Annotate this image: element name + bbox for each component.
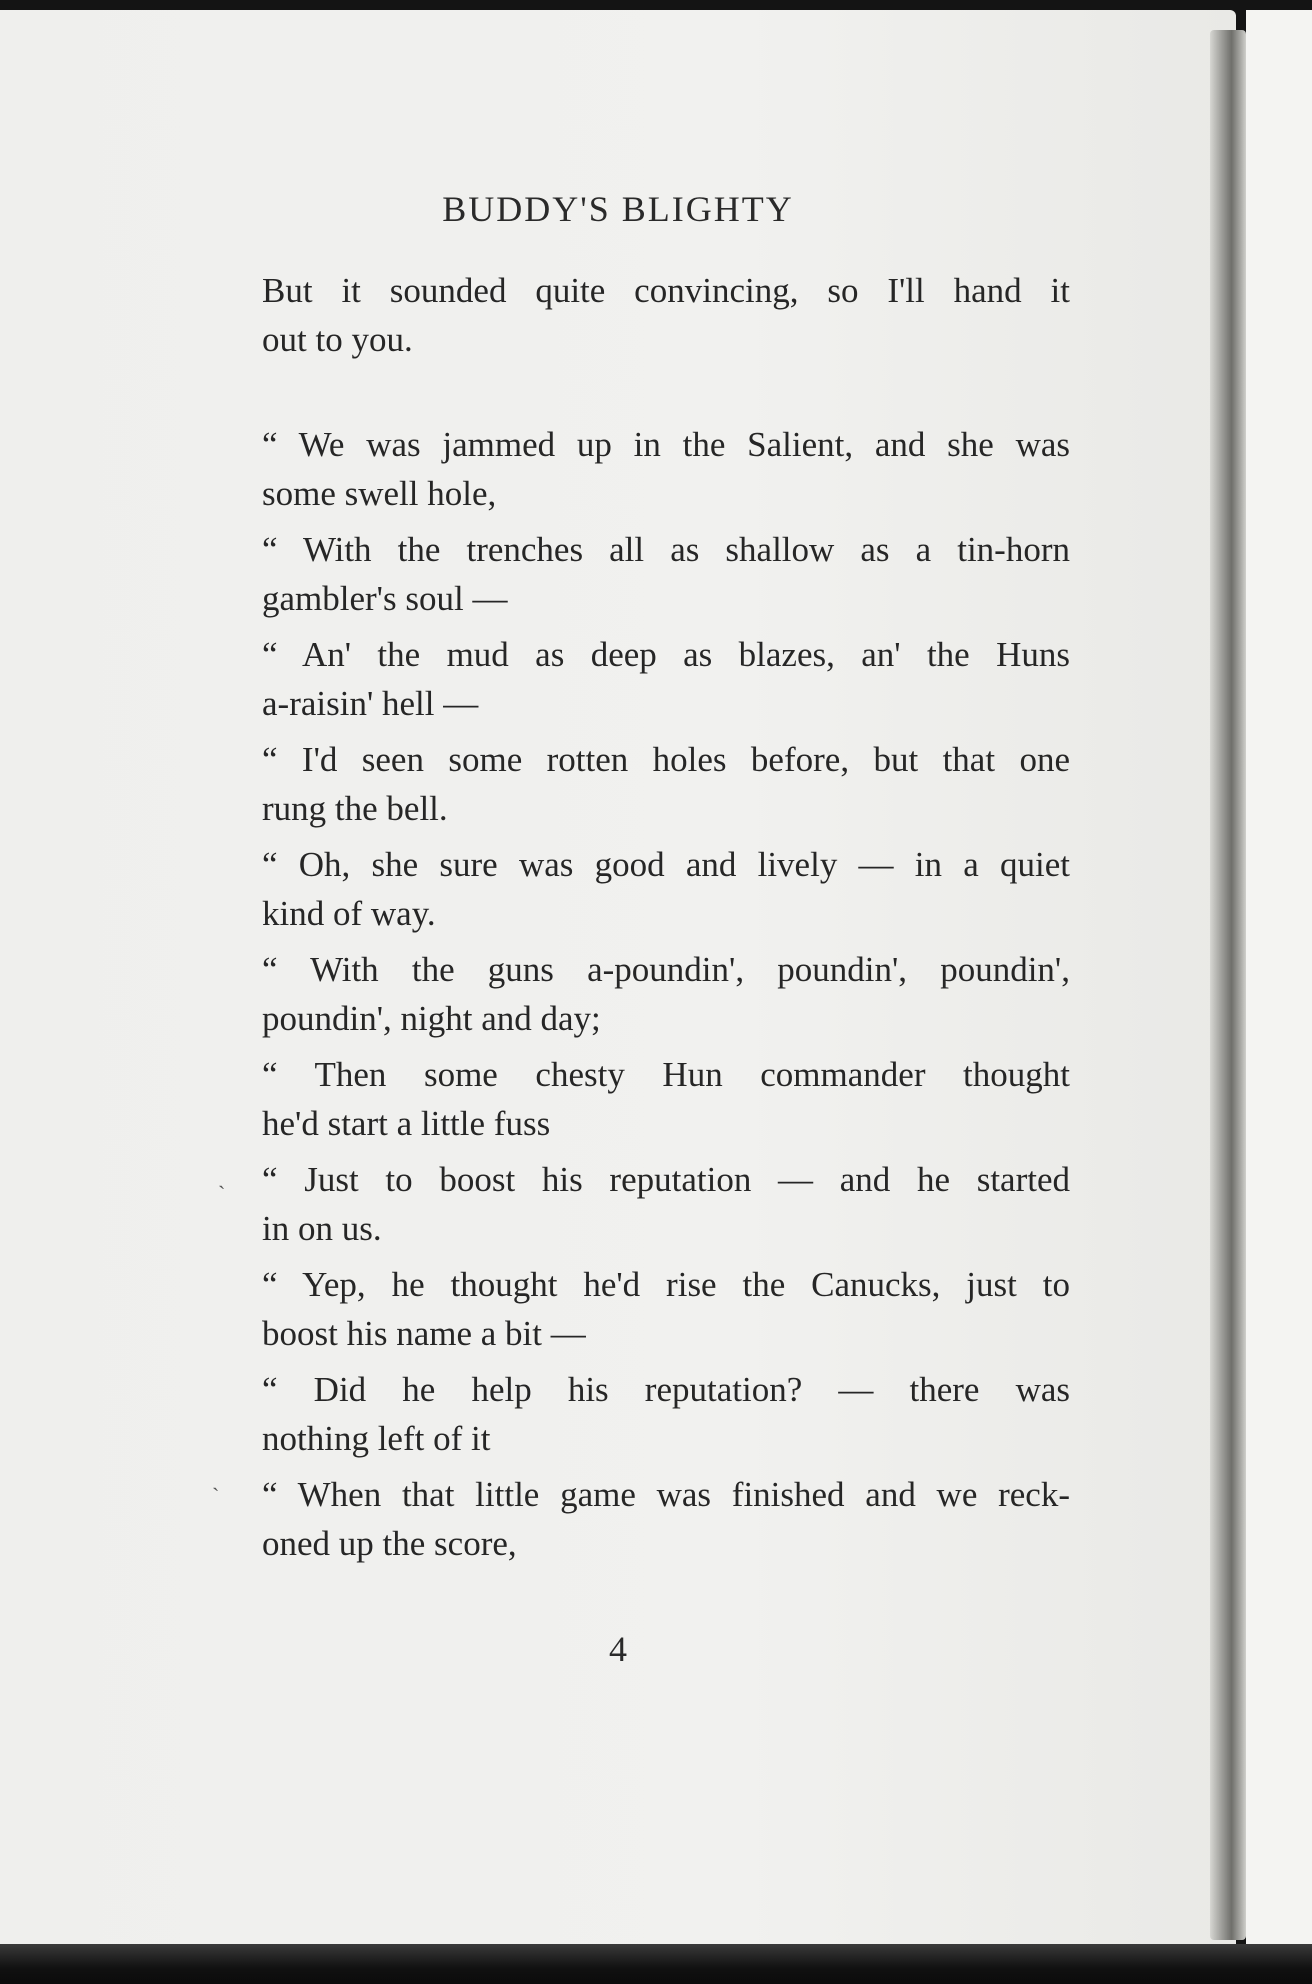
verse <box>262 1050 1070 1148</box>
verse <box>262 630 1070 728</box>
verse-continuation: boost his name a bit — <box>262 1314 586 1353</box>
verse-line: “ With the trenches all as shallow as a tin-horn <box>262 530 1070 569</box>
verse-continuation: he'd start a little fuss <box>262 1104 551 1143</box>
verse <box>262 840 1070 938</box>
verse-continuation: oned up the score, <box>262 1524 517 1563</box>
scan-bottom-edge <box>0 1944 1312 1984</box>
opening-lines <box>262 266 1070 364</box>
facing-margin <box>1246 10 1312 1984</box>
verse-line: “ When that little game was finished and we reck- <box>262 1475 1070 1514</box>
verse-line: “ Yep, he thought he'd rise the Canucks, just to <box>262 1265 1070 1304</box>
margin-tick-mark: ˎ <box>212 1466 220 1491</box>
verse-line: “ With the guns a-poundin', poundin', poundin', <box>262 950 1070 989</box>
verse-line: “ We was jammed up in the Salient, and she was <box>262 425 1070 464</box>
verse-line: “ An' the mud as deep as blazes, an' the Huns <box>262 635 1070 674</box>
page-number: 4 <box>609 1629 627 1669</box>
verse-continuation: some swell hole, <box>262 474 497 513</box>
poem-text <box>262 266 1070 1575</box>
verse-line: “ Just to boost his reputation — and he started <box>262 1160 1070 1199</box>
verse <box>262 1365 1070 1463</box>
verse-continuation: nothing left of it <box>262 1419 491 1458</box>
stanza-break <box>262 364 1070 420</box>
verse-line: “ Then some chesty Hun commander thought <box>262 1055 1070 1094</box>
verse-continuation: rung the bell. <box>262 789 448 828</box>
verse-continuation: in on us. <box>262 1209 382 1248</box>
verse-continuation: a-raisin' hell — <box>262 684 479 723</box>
verse <box>262 1470 1070 1568</box>
verse <box>262 945 1070 1043</box>
verse-line: “ I'd seen some rotten holes before, but that one <box>262 740 1070 779</box>
margin-tick-mark: ˎ <box>218 1164 226 1189</box>
verse-line: But it sounded quite convincing, so I'll hand it <box>262 271 1070 310</box>
verse-line: “ Did he help his reputation? — there was <box>262 1370 1070 1409</box>
verse-continuation: out to you. <box>262 320 413 359</box>
verse <box>262 735 1070 833</box>
verse <box>262 525 1070 623</box>
verse <box>262 1260 1070 1358</box>
running-head: BUDDY'S BLIGHTY <box>442 189 794 229</box>
verse-continuation: poundin', night and day; <box>262 999 601 1038</box>
verse-line: “ Oh, she sure was good and lively — in a quiet <box>262 845 1070 884</box>
verse-continuation: gambler's soul — <box>262 579 508 618</box>
verse <box>262 1155 1070 1253</box>
verse-continuation: kind of way. <box>262 894 436 933</box>
verse <box>262 420 1070 518</box>
